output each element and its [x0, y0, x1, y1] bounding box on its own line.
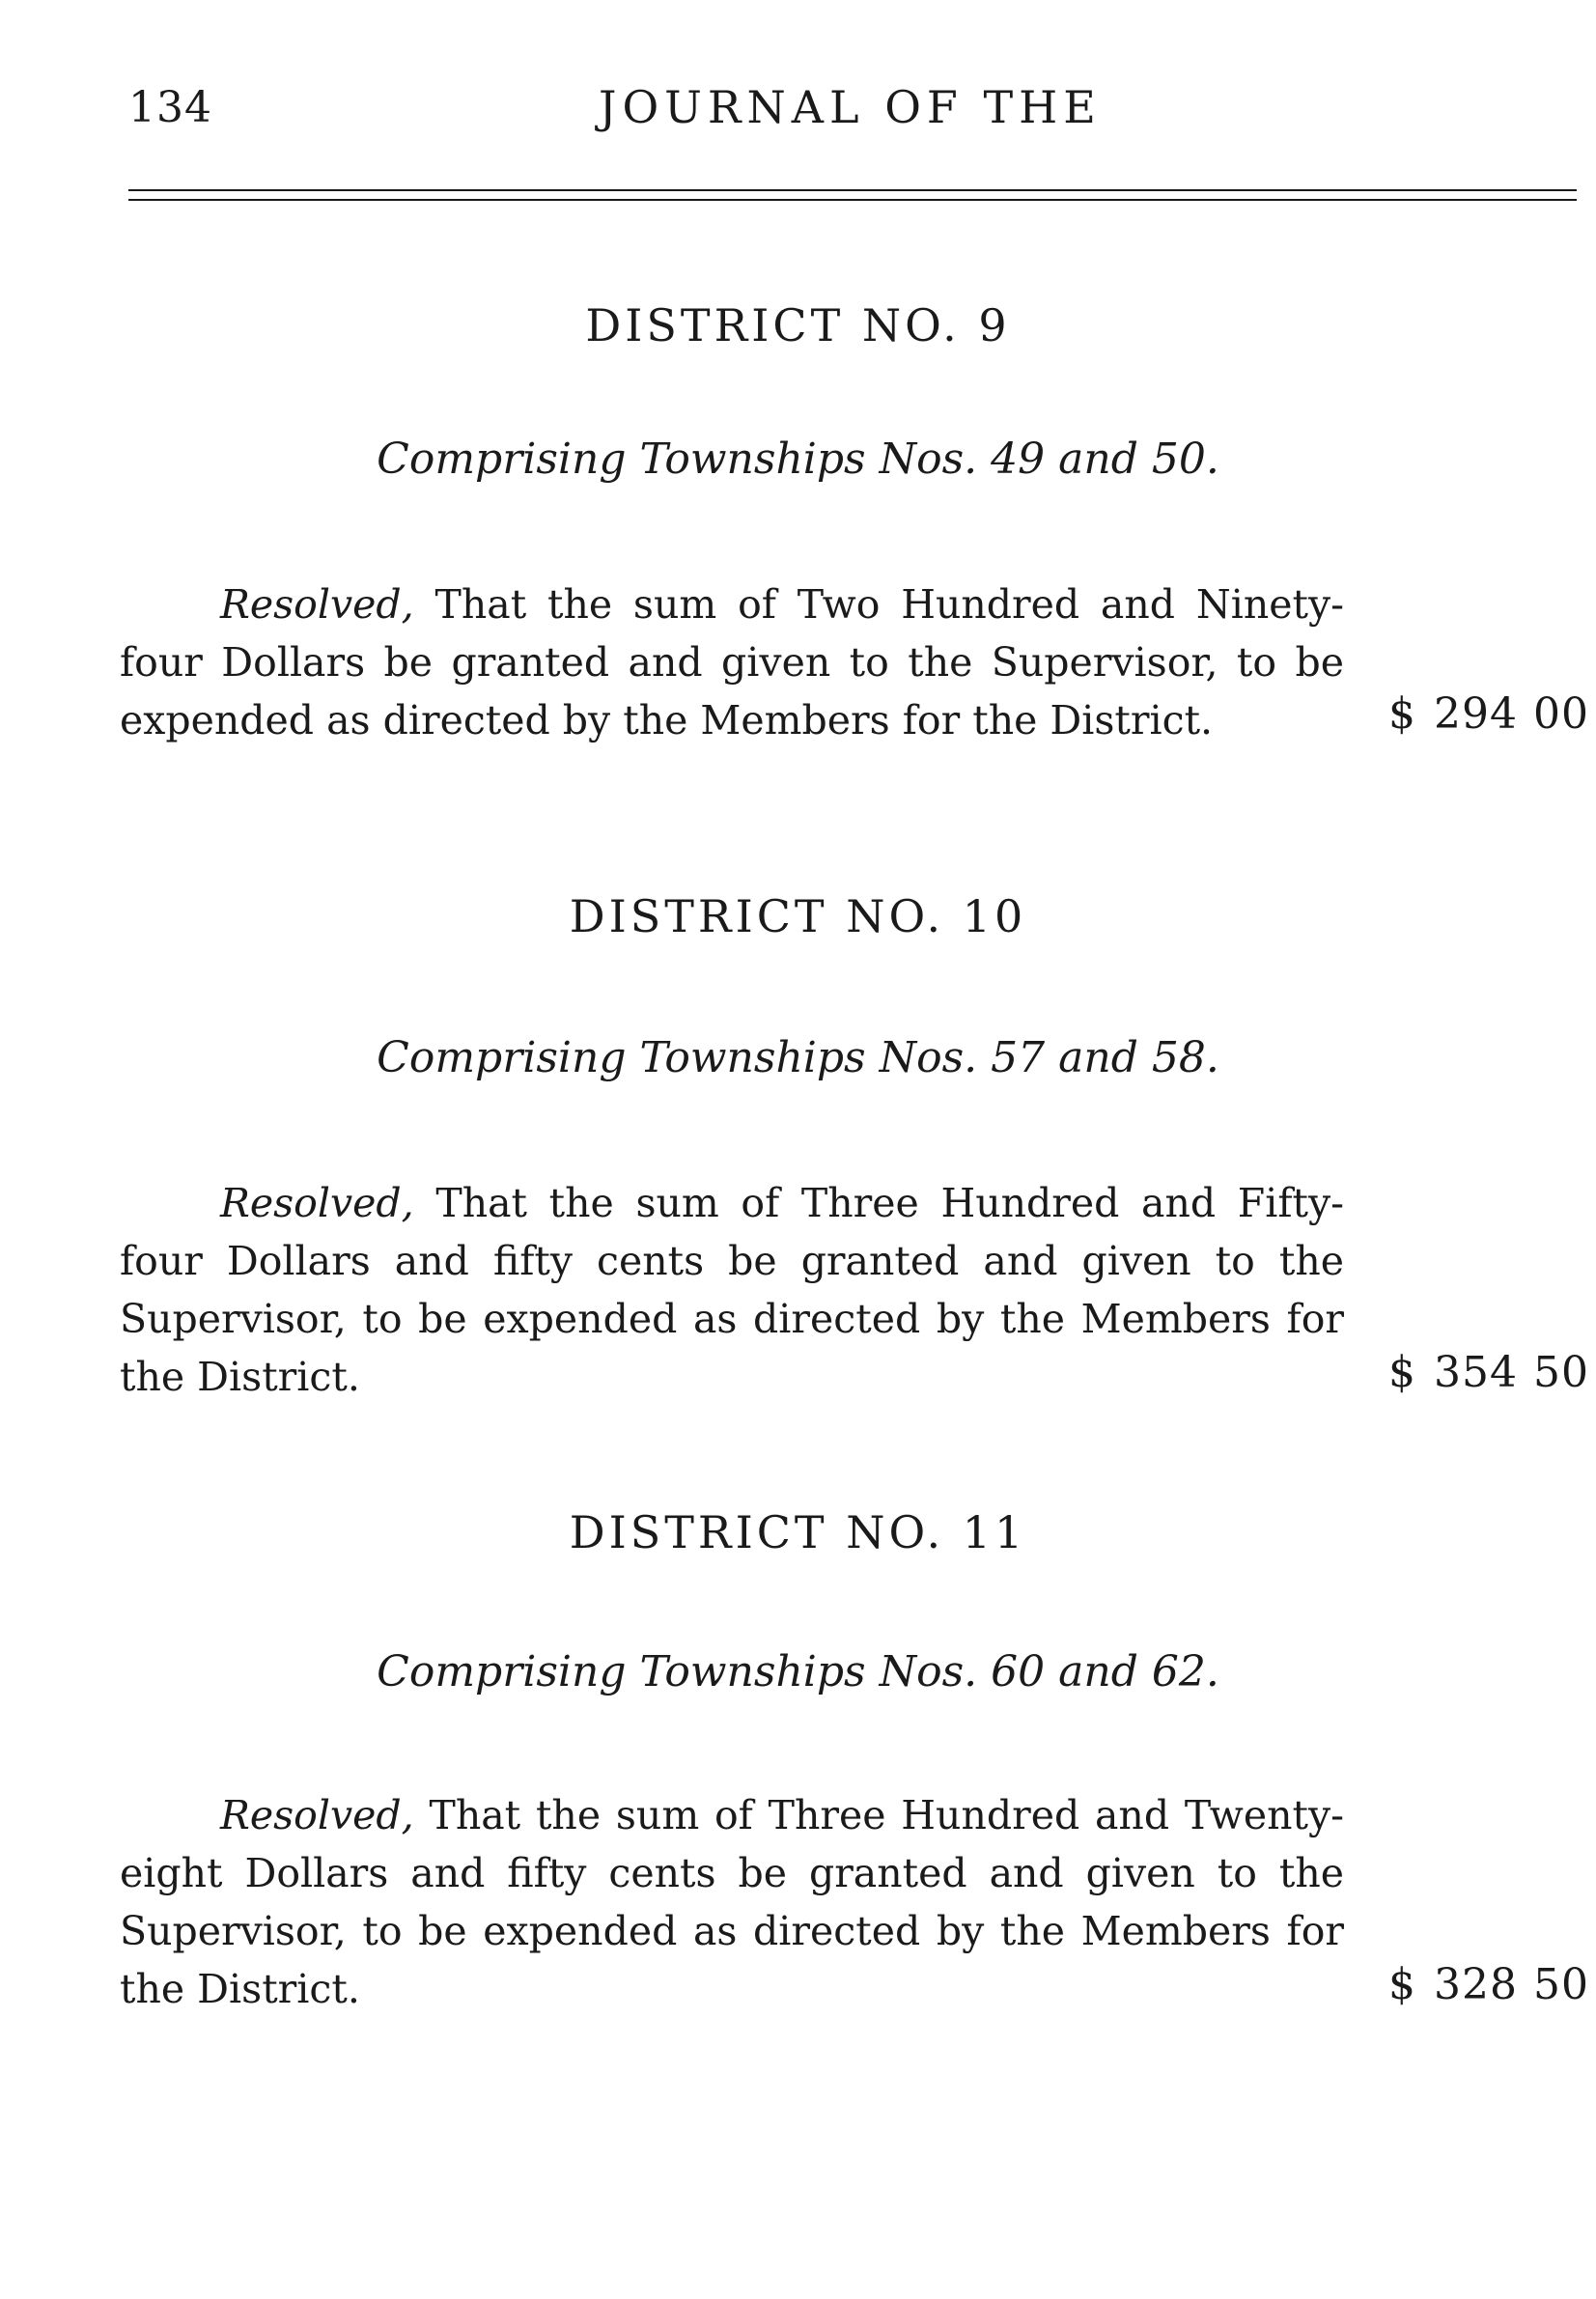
district-10-resolution: [120, 1174, 1344, 1406]
dollar-sign: $: [1388, 1348, 1416, 1397]
amount-dollars: 354: [1434, 1348, 1518, 1397]
running-head: JOURNAL OF THE: [599, 81, 1102, 133]
district-9-resolution: [120, 575, 1344, 749]
district-9-title: DISTRICT NO. 9: [585, 299, 1011, 351]
resolution-text: That the sum of Two Hundred and Ninety-four Dollars be granted and given to the Supervisor, to be expended as directed by the Members for the District.: [120, 581, 1344, 743]
district-9-subtitle: Comprising Townships Nos. 49 and 50.: [377, 435, 1219, 484]
amount-dollars: 294: [1434, 689, 1518, 739]
resolved-word: Resolved,: [220, 581, 414, 628]
resolution-text: That the sum of Three Hundred and Twenty-eight Dollars and fifty cents be granted and given to the Supervisor, to be expended as directed by the Members for the District.: [120, 1792, 1344, 2012]
header-rule-top: [128, 189, 1577, 191]
amount-cents: 00: [1532, 689, 1589, 739]
page-number: 134: [128, 83, 212, 132]
header-rule-bottom: [128, 199, 1577, 201]
district-10-amount: [1388, 1348, 1589, 1397]
dollar-sign: $: [1388, 689, 1416, 739]
district-10-title: DISTRICT NO. 10: [569, 890, 1027, 942]
amount-cents: 50: [1532, 1960, 1589, 2009]
dollar-sign: $: [1388, 1960, 1416, 2009]
amount-cents: 50: [1532, 1348, 1589, 1397]
resolution-text: That the sum of Three Hundred and Fifty-four Dollars and fifty cents be granted and given to the Supervisor, to be expended as directed by the Members for the District.: [120, 1180, 1344, 1400]
district-10-subtitle: Comprising Townships Nos. 57 and 58.: [377, 1033, 1219, 1082]
resolved-word: Resolved,: [220, 1180, 414, 1226]
amount-dollars: 328: [1434, 1960, 1518, 2009]
district-9-amount: [1388, 689, 1589, 739]
resolved-word: Resolved,: [220, 1792, 414, 1838]
district-11-subtitle: Comprising Townships Nos. 60 and 62.: [377, 1647, 1219, 1696]
district-11-amount: [1388, 1960, 1589, 2009]
district-11-resolution: [120, 1786, 1344, 2018]
district-11-title: DISTRICT NO. 11: [569, 1506, 1027, 1558]
